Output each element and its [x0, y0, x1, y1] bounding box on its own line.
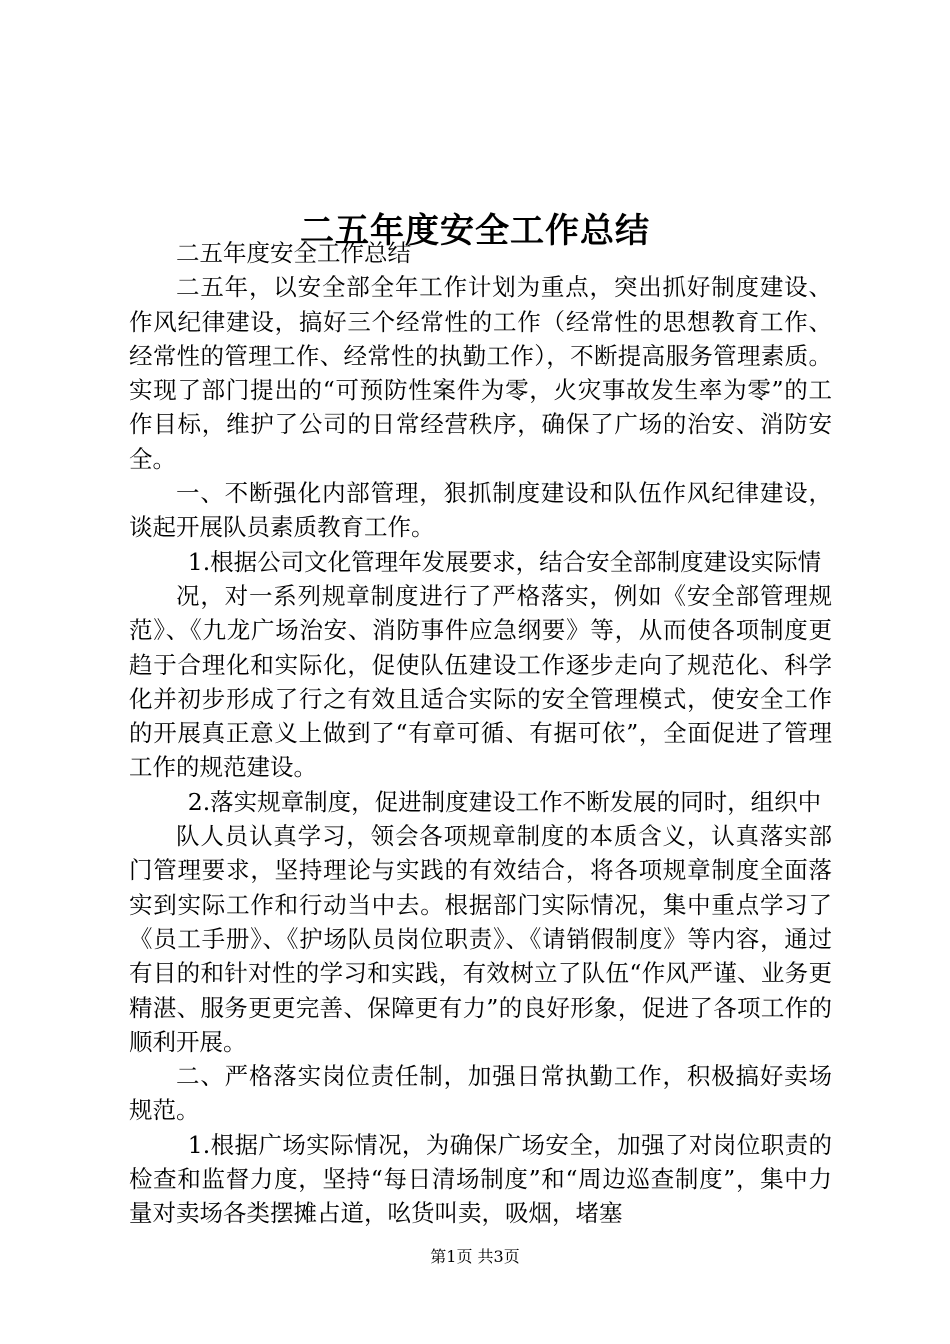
document-body: [129, 236, 832, 1231]
paragraph-intro: 二五年，以安全部全年工作计划为重点，突出抓好制度建设、作风纪律建设，搞好三个经常性的工作（经常性的思想教育工作、经常性的管理工作、经常性的执勤工作），不断提高服务管理素质。实现了部门提出的“可预防性案件为零，火灾事故发生率为零”的工作目标，维护了公司的日常经营秩序，确保了广场的治安、消防安全。: [129, 273, 832, 473]
paragraph-item-1-2: 2.落实规章制度，促进制度建设工作不断发展的同时，组织中: [187, 787, 822, 816]
document-title: 二五年度安全工作总结: [300, 210, 650, 251]
paragraph-item-2-1: 1.根据广场实际情况，为确保广场安全，加强了对岗位职责的检查和监督力度，坚持“每日清场制度”和“周边巡查制度”，集中力量对卖场各类摆摊占道，吆货叫卖，吸烟，堵塞: [129, 1130, 832, 1228]
paragraph-item-1-1: 1.根据公司文化管理年发展要求，结合安全部制度建设实际情: [187, 547, 822, 576]
paragraph-item-1-1-cont: 况，对一系列规章制度进行了严格落实，例如《安全部管理规范》、《九龙广场治安、消防事件应急纲要》等，从而使各项制度更趋于合理化和实际化，促使队伍建设工作逐步走向了规范化、科学化并初步形成了行之有效且适合实际的安全管理模式，使安全工作的开展真正意义上做到了“有章可循、有据可依”，全面促进了管理工作的规范建设。: [129, 581, 832, 782]
paragraph-section-2-heading: 二、严格落实岗位责任制，加强日常执勤工作，积极搞好卖场规范。: [129, 1062, 832, 1125]
paragraph-section-1-heading: 一、不断强化内部管理，狠抓制度建设和队伍作风纪律建设，谈起开展队员素质教育工作。: [129, 479, 832, 542]
paragraph-item-1-2-cont: 队人员认真学习，领会各项规章制度的本质含义，认真落实部门管理要求，坚持理论与实践的有效结合，将各项规章制度全面落实到实际工作和行动当中去。根据部门实际情况，集中重点学习了《员工手册》、《护场队员岗位职责》、《请销假制度》等内容，通过有目的和针对性的学习和实践，有效树立了队伍“作风严谨、业务更精湛、服务更更完善、保障更有力”的良好形象，促进了各项工作的顺利开展。: [129, 822, 832, 1056]
paragraph-subtitle: 二五年度安全工作总结: [176, 239, 411, 267]
page-footer: 第1页 共3页: [430, 1247, 520, 1266]
